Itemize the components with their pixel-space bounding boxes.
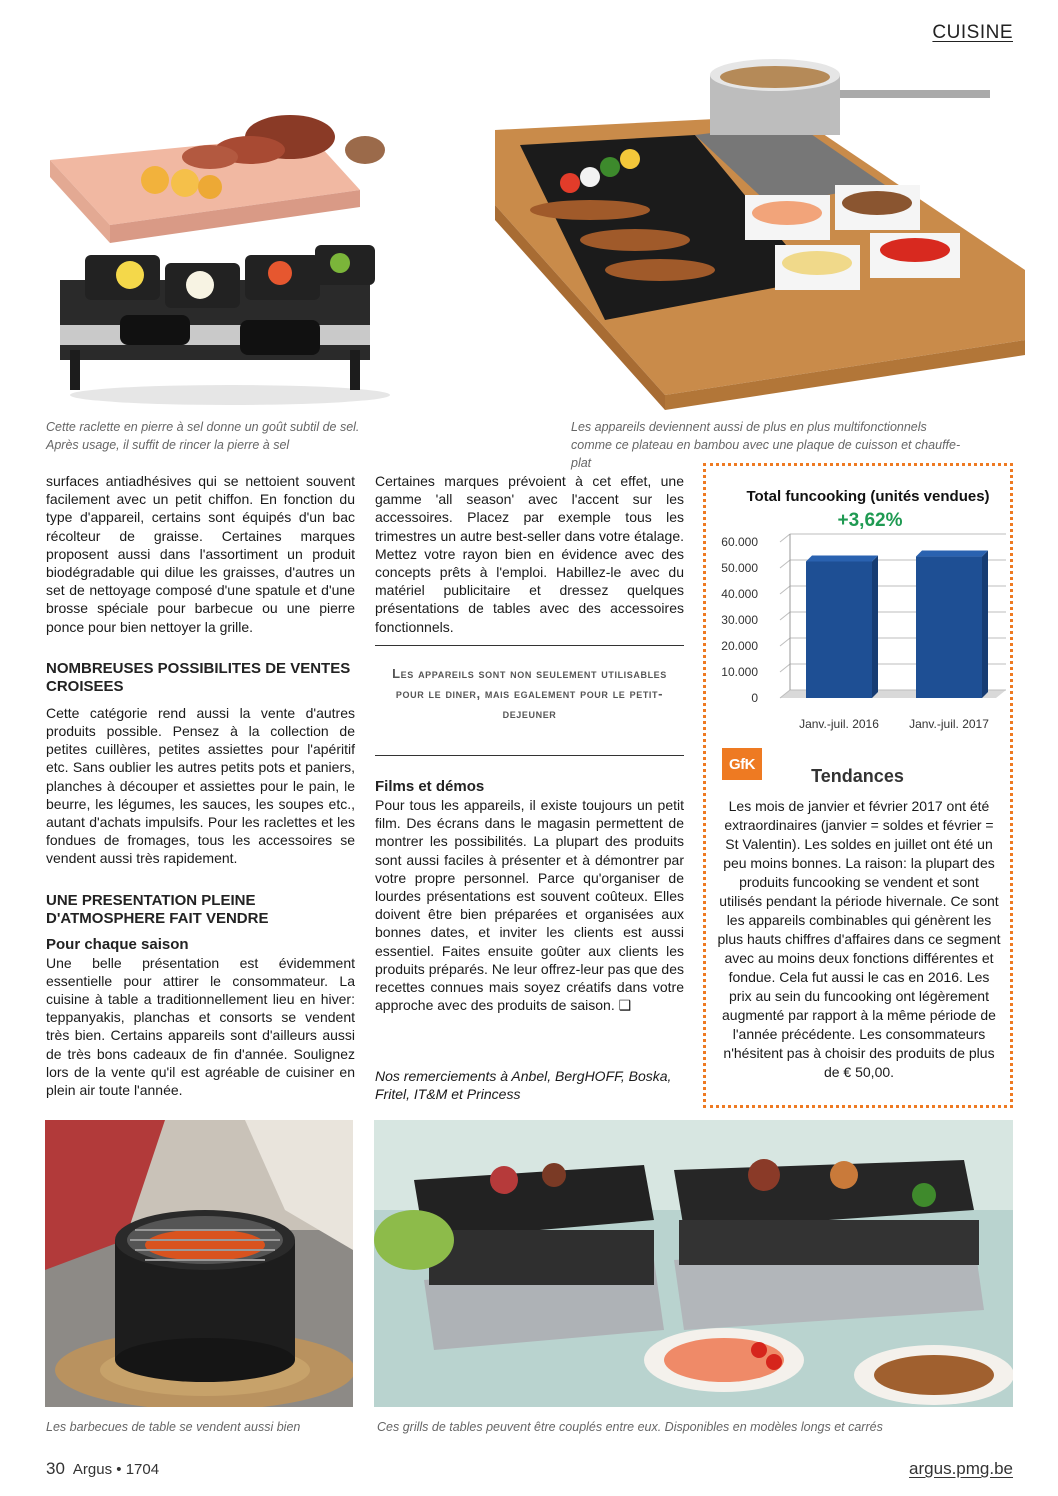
- bar-top: [806, 556, 878, 562]
- bar: [916, 557, 982, 698]
- table-grills-photo-icon: [374, 1120, 1013, 1407]
- tendances-title: Tendances: [811, 766, 904, 786]
- y-tick-label: 50.000: [721, 561, 758, 575]
- bamboo-plancha-photo-icon: [495, 55, 1030, 410]
- gfk-logo: GfK: [722, 748, 762, 780]
- x-category-label: Janv.-juil. 2017: [909, 717, 989, 731]
- y-tick-label: 30.000: [721, 613, 758, 627]
- bar-top: [916, 551, 988, 557]
- col1-subheading-season: Pour chaque saison: [46, 935, 189, 953]
- page-number: 30: [46, 1459, 65, 1478]
- bar-chart: [710, 530, 1010, 740]
- col1-paragraph-1: surfaces antiadhésives qui se nettoient souvent facilement avec un petit chiffon. En fonction du type d'appareil, certains sont équipés d'un bac récolteur de graisse. Certaines marques proposent aussi dans l'assortiment un produit biodégradable qui dilue les graisses, d'autres un set de nettoyage composé d'une spatule et d'une brosse spéciale pour barbecue ou une pierre ponce pour bien nettoyer la grille.: [46, 473, 355, 635]
- raclette-photo-icon: [40, 95, 400, 410]
- raclette-caption: Cette raclette en pierre à sel donne un goût subtil de sel. Après usage, il suffit de rincer la pierre à sel: [46, 420, 360, 452]
- col2-heading-films: Films et démos: [375, 778, 485, 795]
- chart-title: Total funcooking (unités vendues): [746, 488, 990, 505]
- column-2: [375, 472, 684, 636]
- tendances-text: Les mois de janvier et février 2017 ont été extraordinaires (janvier = soldes et février = St Valentin). Les soldes en juillet ont été un peu moins bonnes. La raison: la plupart des produits funcooking se vendent et sont utilisés pendant la période hivernale. Ce sont les appareils combinables qui génèrent les plus hauts chiffres d'affaires dans ce segment avec au moins deux fonctions différentes et fondue. Cela fut aussi le cas en 2016. Les prix au sein du funcooking ont légèrement augmenté par rapport à la même période de l'année précédente. Les consommateurs n'hésitent pas à choisir des produits de plus de € 50,00.: [717, 798, 1001, 1080]
- y-tick-label: 20.000: [721, 639, 758, 653]
- gridline-depth: [780, 586, 790, 594]
- gridline-depth: [780, 612, 790, 620]
- gridline-depth: [780, 560, 790, 568]
- chart-growth-label: +3,62%: [837, 510, 903, 531]
- column-1: [46, 472, 355, 1099]
- publication-issue: Argus • 1704: [72, 1461, 160, 1478]
- y-tick-label: 0: [751, 691, 758, 705]
- table-grills-caption: Ces grills de tables peuvent être couplés entre eux. Disponibles en modèles longs et carrés: [377, 1420, 883, 1434]
- gridline-depth: [780, 638, 790, 646]
- col1-heading-cross-sales: NOMBREUSES POSSIBILITES DE VENTES CROISEES: [46, 659, 351, 695]
- col1-paragraph-3: Une belle présentation est évidemment essentielle pour attirer le consommateur. La cuisine à table a traditionnellement lieu en hiver: teppanyakis, planchas et consorts se vendent très bien. Certains appareils sont d'ailleurs aussi de très bons cadeaux de fin d'année. Soulignez lors de la vente qu'il est agréable de cuisiner en plein air toute l'année.: [46, 954, 355, 1099]
- bar: [806, 562, 872, 699]
- y-tick-label: 60.000: [721, 535, 758, 549]
- y-tick-label: 40.000: [721, 587, 758, 601]
- col2-paragraph-1: Certaines marques prévoient à cet effet, une gamme 'all season' avec l'accent sur les accessoires. Placez par exemple tous les trimestres un autre best-seller dans votre étalage. Mettez votre rayon bien en évidence avec des concepts prêts à l'emploi. Habillez-le avec du matériel publicitaire et dressez quelques présentations de tables avec des accessoires fonctionnels.: [375, 473, 684, 635]
- bamboo-caption: Les appareils deviennent aussi de plus en plus multifonctionnels comme ce plateau en bambou avec une plaque de cuisson et chauffe-plat: [571, 420, 961, 470]
- table-bbq-caption: Les barbecues de table se vendent aussi bien: [46, 1420, 301, 1434]
- col1-heading-presentation: UNE PRESENTATION PLEINE D'ATMOSPHERE FAIT VENDRE: [46, 891, 269, 927]
- thanks-note: Nos remerciements à Anbel, BergHOFF, Boska, Fritel, IT&M et Princess: [375, 1068, 672, 1103]
- table-bbq-photo-icon: [45, 1120, 353, 1407]
- column-2-lower: [375, 778, 684, 1014]
- gridline-depth: [780, 664, 790, 672]
- bar-side: [872, 556, 878, 699]
- website-link[interactable]: argus.pmg.be: [909, 1459, 1013, 1478]
- col2-paragraph-2: Pour tous les appareils, il existe toujours un petit film. Des écrans dans le magasin permettent de montrer les possibilités. La plupart des produits sont aussi faciles à présenter et à démontrer par votre propre personnel. Parce qu'organiser de lourdes présentations est souvent coûteux. Elles doivent être bien préparées et organisées aux bonnes dates, et inviter les clients est aussi essentiel. Faites ensuite goûter aux clients les produits préparés. Ne leur offrez-leur pas que des recettes connues mais soyez créatifs dans votre approche avec des produits de saison. ❑: [375, 797, 684, 1014]
- gridline-depth: [780, 534, 790, 542]
- pull-quote: Les appareils sont non seulement utilisables pour le diner, mais egalement pour le petit-dejeuner: [375, 645, 684, 756]
- bar-side: [982, 551, 988, 698]
- x-category-label: Janv.-juil. 2016: [799, 717, 879, 731]
- y-tick-label: 10.000: [721, 665, 758, 679]
- footer-publication: [46, 1459, 159, 1479]
- col1-paragraph-2: Cette catégorie rend aussi la vente d'autres produits possible. Pensez à la collection de petites cuillères, petites assiettes pour l'apéritif etc. Sans oublier les autres petits pots et paniers, planches à découper et assiettes pour le pain, le beurre, les légumes, les sauces, les soupes etc., autant d'achats impulsifs. Pour les raclettes et les fondues de fromages, tous les accessoires se vendent aussi très rapidement.: [46, 704, 355, 867]
- section-title: CUISINE: [932, 22, 1013, 43]
